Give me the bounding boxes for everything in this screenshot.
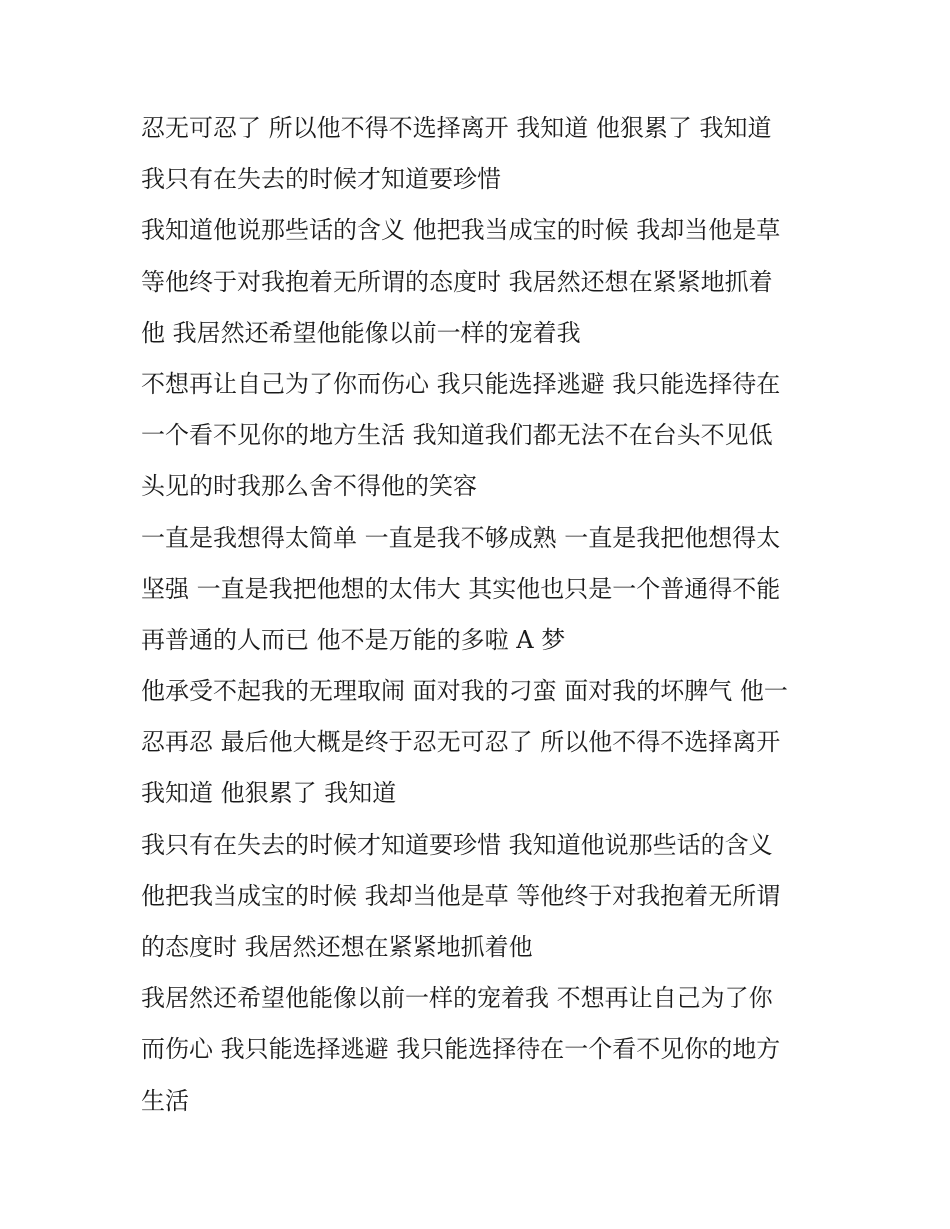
text-line: 不想再让自己为了你而伤心 我只能选择逃避 我只能选择待在: [141, 369, 781, 398]
text-line: 他 我居然还希望他能像以前一样的宠着我: [141, 318, 581, 347]
text-line: 他把我当成宝的时候 我却当他是草 等他终于对我抱着无所谓: [141, 881, 781, 910]
text-line: 等他终于对我抱着无所谓的态度时 我居然还想在紧紧地抓着: [141, 267, 773, 296]
text-line: 我只有在失去的时候才知道要珍惜 我知道他说那些话的含义: [141, 830, 773, 859]
text-line: 头见的时我那么舍不得他的笑容: [141, 472, 477, 501]
text-line: 我居然还希望他能像以前一样的宠着我 不想再让自己为了你: [141, 984, 773, 1013]
text-line: 的态度时 我居然还想在紧紧地抓着他: [141, 933, 533, 961]
text-line: 我只有在失去的时候才知道要珍惜: [141, 165, 501, 194]
text-body: [141, 103, 821, 1127]
text-line: 一直是我想得太简单 一直是我不够成熟 一直是我把他想得太: [141, 523, 781, 552]
text-line: 忍再忍 最后他大概是终于忍无可忍了 所以他不得不选择离开: [141, 728, 781, 757]
text-line: 他承受不起我的无理取闹 面对我的刁蛮 面对我的坏脾气 他一: [141, 677, 788, 706]
text-line: 坚强 一直是我把他想的太伟大 其实他也只是一个普通得不能: [141, 574, 781, 603]
text-line: 一个看不见你的地方生活 我知道我们都无法不在台头不见低: [141, 421, 773, 450]
text-line: 我知道他说那些话的含义 他把我当成宝的时候 我却当他是草: [141, 216, 781, 245]
text-line: 忍无可忍了 所以他不得不选择离开 我知道 他狠累了 我知道: [141, 114, 772, 142]
text-line: 我知道 他狠累了 我知道: [141, 779, 397, 808]
text-line: 再普通的人而已 他不是万能的多啦 A 梦: [141, 625, 566, 654]
text-line: 而伤心 我只能选择逃避 我只能选择待在一个看不见你的地方: [141, 1035, 781, 1064]
text-line: 生活: [141, 1086, 189, 1115]
